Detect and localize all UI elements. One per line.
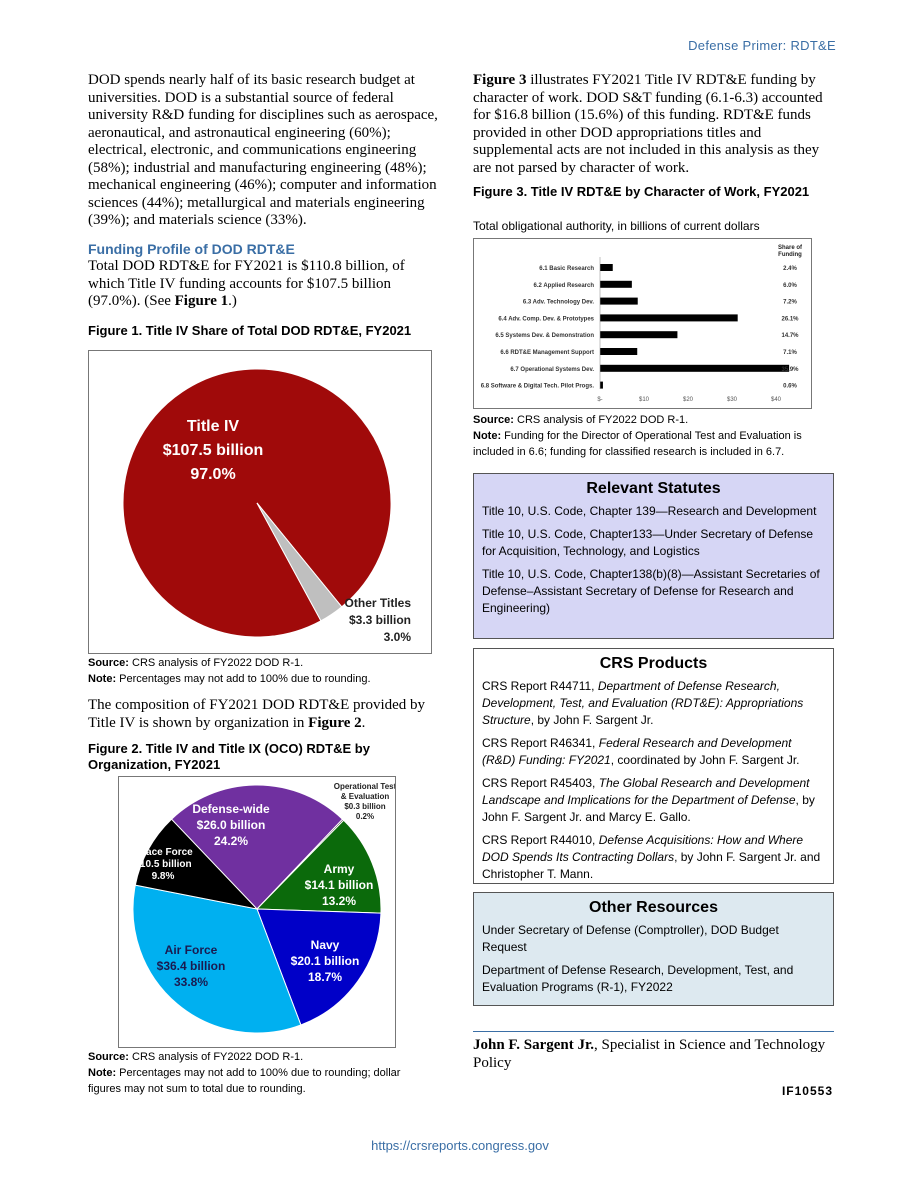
x-tick-label: $10 (638, 397, 650, 403)
figure-3-bars (474, 239, 811, 408)
figure-1-link: Figure 1 (174, 293, 229, 309)
label-navy: Navy $20.1 billion 18.7% (290, 938, 360, 984)
bar (600, 314, 738, 321)
bar-category-label: 6.5 Systems Dev. & Demonstration (495, 333, 594, 340)
figure-2-pie (119, 777, 395, 1047)
bar (600, 264, 613, 271)
resources-title: Other Resources (589, 899, 718, 916)
label-air-force: Air Force $36.4 billion 33.8% (156, 943, 226, 989)
figure-3-subtitle: Total obligational authority, in billions of current dollars (473, 219, 760, 233)
figure-3-note: Funding for the Director of Operational Test and Evaluation is included in 6.6; funding for classified research is included in 6.7. (473, 430, 802, 458)
statute-item: Title 10, U.S. Code, Chapter138(b)(8)—Assistant Secretaries of Defense–Assistant Secretary of Defense for Research and Engineering) (482, 567, 820, 615)
bar (600, 298, 638, 305)
bar-share-label: 7.1% (783, 350, 797, 356)
figure-3-title: Figure 3. Title IV RDT&E by Character of Work, FY2021 (473, 184, 810, 199)
crs-products-box (473, 648, 834, 884)
x-tick-label: $30 (726, 397, 738, 403)
bar-share-label: 14.7% (781, 333, 799, 340)
figure-3-link: Figure 3 (473, 72, 527, 88)
statute-item: Title 10, U.S. Code, Chapter 139—Research and Development (482, 504, 817, 518)
product-item[interactable]: CRS Report R44010, Defense Acquisitions: How and Where DOD Spends Its Contracting Dollars, by John F. Sargent Jr. and Christopher T. Mann. (482, 833, 821, 881)
figure-3-chart (473, 238, 812, 409)
x-tick-label: $20 (682, 397, 694, 403)
figure-1-chart (88, 350, 432, 654)
bar-share-label: 7.2% (783, 299, 797, 306)
label-other-titles: Other Titles $3.3 billion 3.0% (344, 596, 411, 644)
bar-share-label: 2.4% (783, 266, 797, 272)
other-resources-box (473, 892, 834, 1006)
label-operational-test: Operational Test & Evaluation $0.3 billion 0.2% (333, 782, 395, 821)
bar-category-label: 6.1 Basic Research (539, 266, 594, 272)
figure-2-note: Percentages may not add to 100% due to rounding; dollar figures may not sum to total due to rounding. (88, 1067, 401, 1095)
figure-1-title: Figure 1. Title IV Share of Total DOD RDT&E, FY2021 (88, 322, 412, 338)
bar (600, 331, 677, 338)
products-title: CRS Products (599, 655, 708, 672)
relevant-statutes-box (473, 473, 834, 639)
figure-2-chart (118, 776, 396, 1048)
bar-share-label: 35.9% (781, 366, 799, 373)
product-item[interactable]: CRS Report R45403, The Global Research and Development Landscape and Implications for the Department of Defense, by John F. Sargent Jr. and Marcy E. Gallo. (482, 776, 815, 824)
section-funding-profile: Funding Profile of DOD RDT&E (88, 240, 295, 257)
x-tick-label: $- (597, 397, 603, 403)
resource-item[interactable]: Department of Defense Research, Development, Test, and Evaluation Programs (R-1), FY2022 (482, 963, 794, 994)
bar (600, 348, 637, 355)
figure-1-pie (89, 351, 431, 653)
bar-share-label: 26.1% (781, 316, 799, 323)
figure-2-title: Figure 2. Title IV and Title IX (OCO) RDT&E by Organization, FY2021 (88, 741, 370, 772)
figure-1-source: CRS analysis of FY2022 DOD R-1. (128, 657, 304, 669)
bar (600, 365, 789, 372)
label-title-iv: Title IV $107.5 billion 97.0% (162, 418, 264, 483)
statute-item: Title 10, U.S. Code, Chapter133—Under Secretary of Defense for Acquisition, Technology, and Logistics (482, 527, 814, 558)
author-divider (473, 1031, 834, 1032)
author-title: , Specialist in Science and Technology Policy (473, 1037, 826, 1071)
bar (600, 281, 632, 288)
figure-1-note: Percentages may not add to 100% due to rounding. (116, 673, 371, 685)
label-space-force: Space Force $10.5 billion 9.8% (133, 847, 193, 882)
paragraph-composition: The composition of FY2021 DOD RDT&E provided by Title IV is shown by organization in Figure 2. (88, 697, 426, 731)
footer-url[interactable]: https://crsreports.congress.gov (371, 1138, 549, 1153)
bar-category-label: 6.7 Operational Systems Dev. (510, 366, 594, 373)
header-title: Defense Primer: RDT&E (688, 38, 836, 53)
resource-item[interactable]: Under Secretary of Defense (Comptroller), DOD Budget Request (482, 923, 779, 954)
figure-3-source: CRS analysis of FY2022 DOD R-1. (513, 414, 689, 426)
author-line (473, 1037, 838, 1072)
bar-share-label: 6.0% (783, 282, 797, 289)
bar-category-label: 6.3 Adv. Technology Dev. (522, 299, 594, 306)
paragraph-universities: DOD spends nearly half of its basic research budget at universities. DOD is a substantial source of federal university R&D funding for disciplines such as aerospace, aeronautical, and astronautical engineering (60%); electrical, electronic, and communications engineering (58%); industrial and manufacturing engineering (48%); mechanical engineering (46%); computer and information sciences (44%); metallurgical and materials engineering (39%); and materials science (33%). (88, 72, 438, 228)
paragraph-total-rdte: Total DOD RDT&E for FY2021 is $110.8 billion, of which Title IV funding accounts for $107.5 billion (97.0%). (See Figure 1.) (88, 258, 405, 309)
bar-category-label: 6.8 Software & Digital Tech. Pilot Progs. (480, 383, 594, 390)
paragraph-character-of-work: Figure 3 illustrates FY2021 Title IV RDT&E funding by character of work. DOD S&T funding (6.1-6.3) accounted for $16.8 billion (15.6%) of this funding. RDT&E funds provided in other DOD appropriations titles and supplemental acts are not included in this analysis as they are not parsed by character of work. (473, 72, 823, 176)
product-item[interactable]: CRS Report R46341, Federal Research and Development (R&D) Funding: FY2021, coordinated by John F. Sargent Jr. (482, 736, 800, 767)
bar-share-label: 0.6% (783, 383, 797, 390)
figure-2-notes: Source: CRS analysis of FY2022 DOD R-1. Note: Percentages may not add to 100% due to rounding; dollar figures may not sum to total due to rounding. (88, 1051, 401, 1095)
x-tick-label: $40 (770, 397, 782, 403)
figure-3-notes: Source: CRS analysis of FY2022 DOD R-1. Note: Funding for the Director of Operational Test and Evaluation is included in 6.6; funding for classified research is included in 6.7. (473, 414, 802, 458)
bar (600, 382, 603, 389)
figure-2-link: Figure 2 (308, 714, 362, 731)
product-item[interactable]: CRS Report R44711, Department of Defense Research, Development, Test, and Evaluation (RDT&E): Appropriations Structure, by John F. Sargent Jr. (482, 679, 804, 727)
share-header: Share of Funding (777, 245, 803, 258)
label-army: Army $14.1 billion 13.2% (304, 862, 374, 908)
left-column (88, 72, 443, 339)
statutes-title: Relevant Statutes (586, 480, 721, 497)
label-defense-wide: Defense-wide $26.0 billion 24.2% (192, 802, 270, 848)
bar-category-label: 6.2 Applied Research (533, 282, 594, 289)
document-id: IF10553 (781, 1084, 833, 1098)
author-name: John F. Sargent Jr. (473, 1037, 594, 1053)
figure-1-notes: Source: CRS analysis of FY2022 DOD R-1. Note: Percentages may not add to 100% due to rounding. (88, 657, 371, 685)
figure-2-source: CRS analysis of FY2022 DOD R-1. (128, 1051, 304, 1063)
bar-category-label: 6.6 RDT&E Management Support (500, 350, 594, 356)
bar-category-label: 6.4 Adv. Comp. Dev. & Prototypes (498, 316, 594, 323)
